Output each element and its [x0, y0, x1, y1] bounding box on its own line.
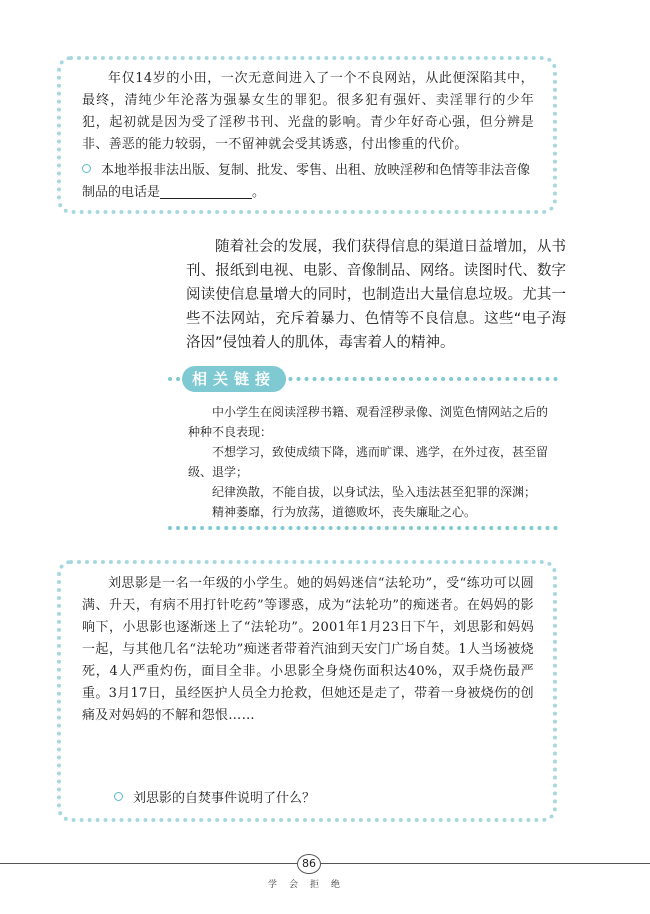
related-bottom-dotline: [168, 526, 558, 530]
circle-bullet-icon: [114, 792, 123, 801]
answer-blank[interactable]: [160, 184, 252, 199]
related-item-2: 纪律涣散，不能自拔，以身试法，坠入违法甚至犯罪的深渊；: [212, 485, 537, 499]
case-2-question: [114, 788, 534, 810]
case-1-question-text: 本地举报非法出版、复制、批发、零售、出租、放映淫秽和色情等非法音像制品的电话是: [82, 163, 531, 200]
case-2-question-text: 刘思影的自焚事件说明了什么？: [133, 791, 316, 806]
circle-bullet-icon: [82, 164, 91, 173]
footer-title: 学会拒绝: [267, 880, 352, 890]
related-link-badge: 相关链接: [182, 366, 286, 392]
related-item-1: 不想学习，致使成绩下降，逃而旷课、逃学，在外过夜，甚至留级、退学；: [188, 445, 549, 479]
main-paragraph: 随着社会的发展，我们获得信息的渠道日益增加，从书刊、报纸到电视、电影、音像制品、网络。读图时代、数字阅读使信息量增大的同时，也制造出大量信息垃圾。尤其一些不法网站，充斥着暴力、色情等不良信息。这些“电子海洛因”侵蚀着人的肌体，毒害着人的精神。: [186, 239, 566, 351]
related-link-body: [188, 402, 550, 522]
case-1-question-end: 。: [252, 185, 266, 200]
case-2-paragraph: 刘思影是一名一年级的小学生。她的妈妈迷信“法轮功”，受“练功可以圆满、升天，有病不用打针吃药”等谬惑，成为“法轮功”的痴迷者。在妈妈的影响下，小思影也逐渐迷上了“法轮功”。2001年1月23日下午，刘思影和妈妈一起，与其他几名“法轮功”痴迷者带着汽油到天安门广场自焚。1人当场被烧死，4人严重灼伤，面目全非。小思影全身烧伤面积达40%，双手烧伤最严重。3月17日，虽经医护人员全力抢救，但她还是走了，带着一身被烧伤的创痛及对妈妈的不解和怨恨……: [82, 576, 534, 723]
case-1-question: [82, 160, 534, 204]
case-1-paragraph: 年仅14岁的小田，一次无意间进入了一个不良网站，从此便深陷其中，最终，清纯少年沦落为强暴女生的罪犯。很多犯有强奸、卖淫罪行的少年犯，起初就是因为受了淫秽书刊、光盘的影响。青少年好奇心强，但分辨是非、善恶的能力较弱，一不留神就会受其诱惑，付出惨重的代价。: [82, 71, 534, 152]
footer-rule: [0, 863, 650, 864]
related-intro: 中小学生在阅读淫秽书籍、观看淫秽录像、浏览色情网站之后的种种不良表现：: [188, 405, 549, 439]
page-number: 86: [297, 854, 321, 874]
related-item-3: 精神萎靡，行为放荡，道德败坏，丧失廉耻之心。: [212, 505, 477, 519]
